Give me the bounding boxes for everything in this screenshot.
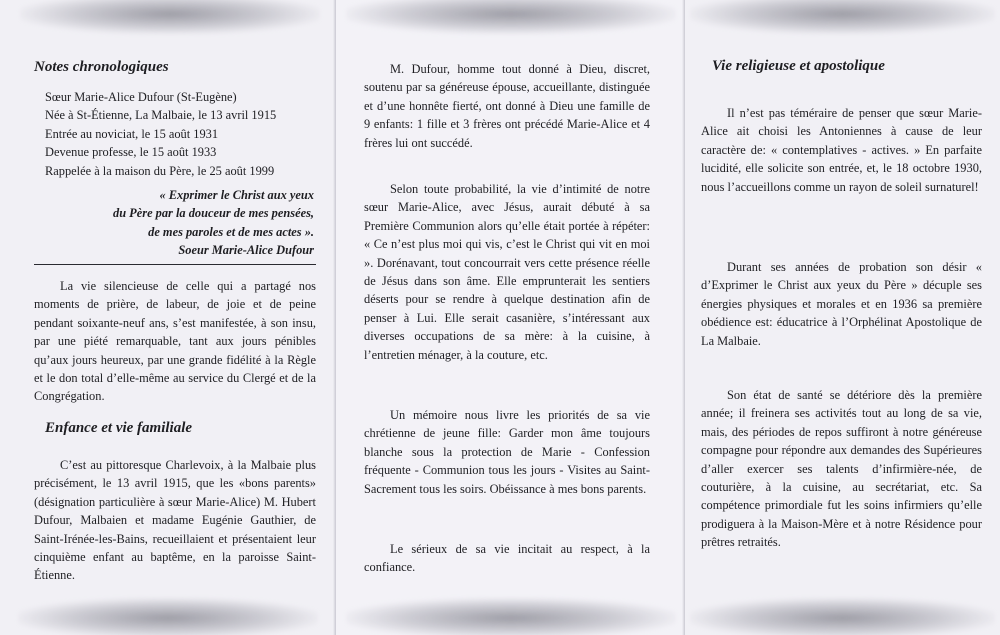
middle-paragraph-1: M. Dufour, homme tout donné à Dieu, discret, soutenu par sa généreuse épouse, accueillante, distinguée et d’une honnête fierté, ont donné à Dieu une famille de 9 enfants: 1 fille et 3 frères ont précédé Marie-Alice et 4 frères lui ont succédé. [364,62,650,150]
bottom-shadow-left [18,598,318,635]
quote-line: « Exprimer le Christ aux yeux [159,188,314,202]
top-shadow-middle [346,0,676,34]
divider-rule [34,264,316,265]
quote-line: de mes paroles et de mes actes ». [148,224,314,239]
heading-notes-chronologiques: Notes chronologiques [34,59,169,75]
intro-paragraph: La vie silencieuse de celle qui a partagé nos moments de prière, de labeur, de joie et de peine pendant soixante-neuf ans, s’est manifestée, à son insu, par une piété remarquable, tant aux jours pénibles qu’aux jours heureux, par une grande fidélité à la Règle et le don total d’elle-même au service du Clergé et de la Congrégation. [34,279,316,404]
heading-enfance: Enfance et vie familiale [45,420,193,436]
epigraph-quote [14,186,314,260]
right-panel [685,0,1000,635]
right-paragraph-1: Il n’est pas téméraire de penser que sœur Marie-Alice ait choisi les Antoniennes à cause de leur caractère de: « contemplatives - actives. » En parfaite lucidité, elle solicite son entrée, et, le 18 octobre 1930, nous l’accueillons comme un rayon de soleil surnaturel! [701,106,982,194]
middle-paragraph-3: Un mémoire nous livre les priorités de sa vie chrétienne de jeune fille: Garder mon âme toujours blanche sous la protection de Marie - Confession fréquente - Communion tous les jours - Visites au Saint-Sacrement tous les soirs. Obéissance à mes bons parents. [364,408,650,496]
fact-novitiate: Entrée au noviciat, le 15 août 1931 [45,126,219,141]
top-shadow-right [690,0,995,34]
quote-line: du Père par la douceur de mes pensées, [113,206,314,221]
fact-death: Rappelée à la maison du Père, le 25 août 1999 [45,163,275,178]
quote-signature: Soeur Marie-Alice Dufour [178,243,314,258]
right-paragraph-2: Durant ses années de probation son désir « d’Exprimer le Christ aux yeux du Père » décuple ses énergies physiques et morales et en 1936 sa première obédience est: éducatrice à l’Orphélinat Apostolique de La Malbaie. [701,260,982,348]
heading-vie-religieuse: Vie religieuse et apostolique [712,58,885,74]
top-shadow-left [20,0,320,34]
left-panel [0,0,336,635]
fact-name: Sœur Marie-Alice Dufour (St-Eugène) [45,90,237,104]
right-paragraph-3: Son état de santé se détériore dès la première année; il freinera ses activités tout au long de sa vie, mais, des périodes de repos suffiront à notre généreuse compagne pour répondre aux demandes des Supérieures d’aller exercer ses talents d’infirmière-née, de couturière, à la cuisine, au secrétariat, etc. Sa compétence primordiale fut les soins infirmiers qu’elle prodiguera à la Maison-Mère et à notre Résidence pour prêtres retraités. [701,388,982,550]
middle-panel [336,0,685,635]
family-paragraph: C’est au pittoresque Charlevoix, à la Malbaie plus précisément, le 13 avril 1915, que les «bons parents» (désignation particulière à sœur Marie-Alice) M. Hubert Dufour, Malbaien et madame Eugénie Gauthier, de Saint-Irénée-les-Bains, recueillaient et présentaient leur cinquième enfant au baptême, en la paroisse Saint-Étienne. [34,458,316,583]
bottom-shadow-right [690,598,995,635]
fact-birth: Née à St-Étienne, La Malbaie, le 13 avril 1915 [45,108,277,123]
fact-profession: Devenue professe, le 15 août 1933 [45,145,217,160]
middle-paragraph-4: Le sérieux de sa vie incitait au respect, à la confiance. [364,542,650,575]
chronology-facts [45,88,276,180]
middle-paragraph-2: Selon toute probabilité, la vie d’intimité de notre sœur Marie-Alice, avec Jésus, aurait débuté à sa Première Communion alors qu’elle était portée à répéter: « Ce n’est plus moi qui vis, c’est le Christ qui vit en moi ». Dorénavant, tout concourrait vers cette présence réelle de Jésus dans son âme. Elle emprunterait les sentiers déserts pour se rendre à quelque destination afin de penser à Lui. Elle serait casanière, s’intéressant aux diverses occupations de sa mère: à la cuisine, à l’entretien ménager, à la couture, etc. [364,182,650,362]
bottom-shadow-middle [346,598,676,635]
